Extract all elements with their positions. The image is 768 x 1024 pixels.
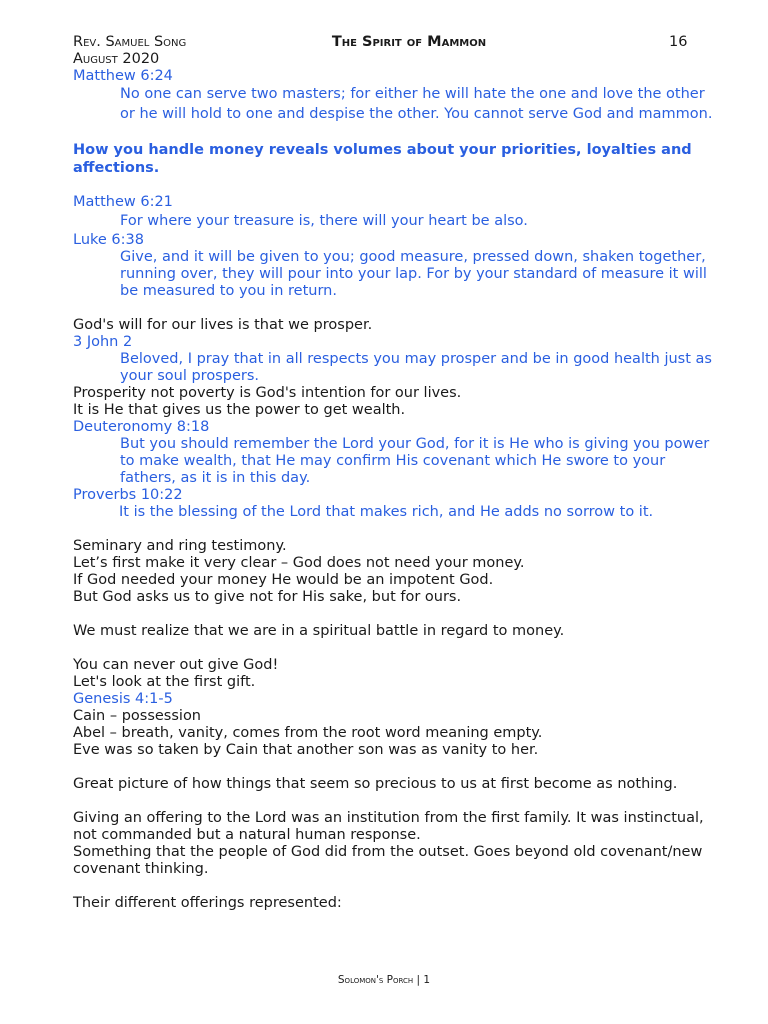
body-line: We must realize that we are in a spiritual battle in regard to money. (73, 623, 565, 639)
emphasis-statement: How you handle money reveals volumes about your priorities, loyalties and affections. (73, 142, 692, 176)
body-line: But God asks us to give not for His sake, but for ours. (73, 589, 462, 605)
body-line: Eve was so taken by Cain that another son was as vanity to her. (73, 742, 539, 758)
scripture-ref: 3 John 2 (73, 334, 133, 350)
scripture-ref: Proverbs 10:22 (73, 487, 183, 503)
page-footer: Solomon's Porch | 1 (337, 974, 431, 986)
body-line: If God needed your money He would be an impotent God. (73, 572, 494, 588)
header-title: The Spirit of Mammon (331, 34, 487, 50)
body-line: You can never out give God! (73, 657, 279, 673)
body-paragraph: Great picture of how things that seem so precious to us at first become as nothing. (73, 776, 678, 792)
scripture-quote: It is the blessing of the Lord that makes rich, and He adds no sorrow to it. (119, 504, 654, 520)
body-line: Prosperity not poverty is God's intention for our lives. (73, 385, 462, 401)
header-date: August 2020 (73, 51, 160, 67)
header-page-number: 16 (669, 34, 688, 50)
scripture-quote: No one can serve two masters; for either he will hate the one and love the other or he will hold to one and despise the other. You cannot serve God and mammon. (120, 86, 713, 122)
body-line: Seminary and ring testimony. (73, 538, 287, 554)
scripture-ref: Luke 6:38 (73, 232, 144, 248)
scripture-ref: Matthew 6:24 (73, 68, 173, 84)
scripture-ref: Genesis 4:1-5 (73, 691, 173, 707)
body-line: It is He that gives us the power to get wealth. (73, 402, 406, 418)
body-paragraph: Giving an offering to the Lord was an institution from the first family. It was instinctual, not commanded but a natural human response. (73, 810, 704, 843)
body-line: Cain – possession (73, 708, 202, 724)
scripture-quote: Give, and it will be given to you; good measure, pressed down, shaken together, running over, they will pour into your lap. For by your standard of measure it will be measured to you in return. (120, 249, 707, 299)
body-line: Let’s first make it very clear – God does not need your money. (73, 555, 525, 571)
body-line: Abel – breath, vanity, comes from the root word meaning empty. (73, 725, 543, 741)
body-paragraph: Something that the people of God did from the outset. Goes beyond old covenant/new covenant thinking. (73, 844, 703, 877)
scripture-ref: Matthew 6:21 (73, 194, 173, 210)
body-line: Their different offerings represented: (73, 895, 342, 911)
body-line: God's will for our lives is that we prosper. (73, 317, 373, 333)
scripture-quote: For where your treasure is, there will your heart be also. (120, 213, 528, 229)
body-line: Let's look at the first gift. (73, 674, 256, 690)
header-author: Rev. Samuel Song (73, 34, 187, 50)
scripture-ref: Deuteronomy 8:18 (73, 419, 210, 435)
document-body (73, 68, 713, 912)
scripture-quote: But you should remember the Lord your God, for it is He who is giving you power to make wealth, that He may confirm His covenant which He swore to your fathers, as it is in this day. (120, 436, 710, 486)
scripture-quote: Beloved, I pray that in all respects you may prosper and be in good health just as your soul prospers. (120, 351, 712, 384)
